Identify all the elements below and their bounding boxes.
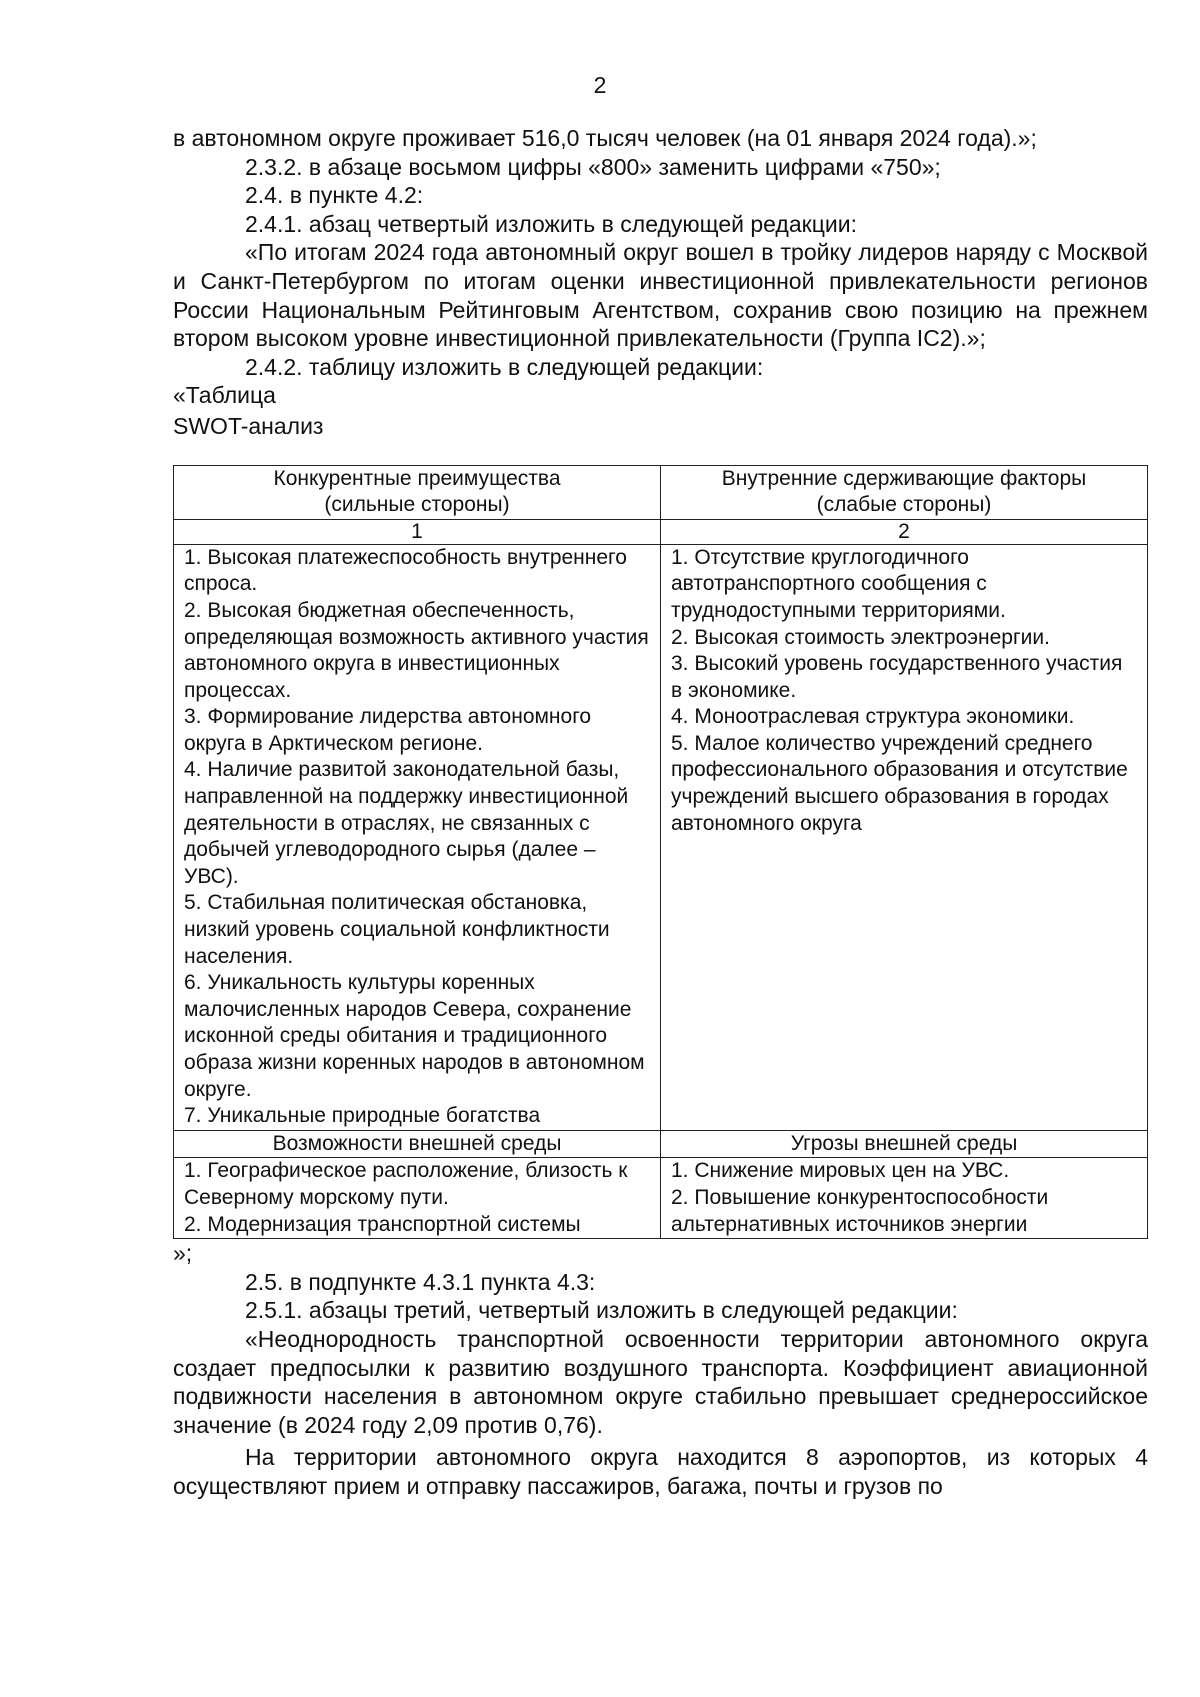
column-number-row [174, 519, 1148, 544]
threats-cell [661, 1158, 1148, 1239]
table-caption: «Таблица [173, 382, 276, 409]
paragraph-2-4-1: 2.4.1. абзац четвертый изложить в следующей редакции: [245, 210, 857, 237]
list-item: 5. Стабильная политическая обстановка, низкий уровень социальной конфликтности населения. [184, 891, 610, 968]
document-body [173, 124, 1148, 1501]
list-item: 1. Высокая платежеспособность внутреннего спроса. [184, 545, 627, 596]
list-item: 2. Высокая стоимость электроэнергии. [671, 625, 1050, 649]
page-number: 2 [593, 72, 607, 98]
opportunities-threats-row [174, 1158, 1148, 1239]
list-item: 7. Уникальные природные богатства [184, 1104, 541, 1128]
paragraph-2-5: 2.5. в подпункте 4.3.1 пункта 4.3: [245, 1268, 596, 1295]
paragraph-quote-rating: «По итогам 2024 года автономный округ вошел в тройку лидеров наряду с Москвой и Санкт-Петербургом по итогам оценки инвестиционной привлекательности регионов России Национальным Рейтинговым Агентством, сохранив свою позицию на прежнем втором высоком уровне инвестиционной привлекательности (Группа IC2).»; [173, 239, 1148, 352]
list-item: 2. Модернизация транспортной системы [184, 1212, 581, 1236]
header-threats: Угрозы внешней среды [661, 1130, 1148, 1158]
external-header-row [174, 1130, 1148, 1158]
strengths-weaknesses-row [174, 544, 1148, 1130]
paragraph-airports: На территории автономного округа находится 8 аэропортов, из которых 4 осуществляют прием и отправку пассажиров, багажа, почты и грузов по [173, 1444, 1148, 1499]
paragraph-continuation: в автономном округе проживает 516,0 тысяч человек (на 01 января 2024 года).»; [173, 125, 1037, 151]
table-title: SWOT-анализ [173, 412, 324, 439]
list-item: 2. Высокая бюджетная обеспеченность, определяющая возможность активного участия автономного округа в инвестиционных процессах. [184, 598, 649, 702]
paragraph-quote-aviation: «Неоднородность транспортной освоенности территории автономного округа создает предпосылки к развитию воздушного транспорта. Коэффициент авиационной подвижности населения в автономном округе стабильно превышает среднероссийское значение (в 2024 году 2,09 против 0,76). [173, 1325, 1148, 1438]
table-header-row [174, 465, 1148, 519]
paragraph-2-4-2: 2.4.2. таблицу изложить в следующей редакции: [245, 353, 764, 380]
paragraph-2-5-1: 2.5.1. абзацы третий, четвертый изложить в следующей редакции: [245, 1297, 958, 1324]
table-close-quote: »; [173, 1240, 193, 1267]
swot-table [173, 465, 1148, 1240]
list-item: 3. Высокий уровень государственного участия в экономике. [671, 652, 1123, 702]
list-item: 1. Географическое расположение, близость к Северному морскому пути. [184, 1159, 628, 1209]
column-number-1: 1 [174, 519, 661, 544]
header-weaknesses: Внутренние сдерживающие факторы (слабые стороны) [661, 465, 1148, 519]
list-item: 1. Отсутствие круглогодичного автотранспортного сообщения с труднодоступными территориями. [671, 545, 1006, 622]
list-item: 3. Формирование лидерства автономного округа в Арктическом регионе. [184, 705, 592, 755]
list-item: 5. Малое количество учреждений среднего профессионального образования и отсутствие учреждений высшего образования в городах автономного округа [671, 731, 1128, 835]
column-number-2: 2 [661, 519, 1148, 544]
list-item: 2. Повышение конкурентоспособности альтернативных источников энергии [671, 1185, 1049, 1236]
strengths-cell [174, 544, 661, 1130]
paragraph-2-3-2: 2.3.2. в абзаце восьмом цифры «800» заменить цифрами «750»; [245, 153, 941, 180]
weaknesses-cell [661, 544, 1148, 1130]
list-item: 6. Уникальность культуры коренных малочисленных народов Севера, сохранение исконной среды обитания и традиционного образа жизни коренных народов в автономном округе. [184, 971, 645, 1101]
header-opportunities: Возможности внешней среды [174, 1130, 661, 1158]
paragraph-2-4: 2.4. в пункте 4.2: [245, 182, 424, 209]
list-item: 1. Снижение мировых цен на УВС. [671, 1159, 1010, 1183]
opportunities-cell [174, 1158, 661, 1239]
header-strengths: Конкурентные преимущества (сильные стороны) [174, 465, 661, 519]
list-item: 4. Наличие развитой законодательной базы, направленной на поддержку инвестиционной деятельности в отраслях, не связанных с добычей углеводородного сырья (далее – УВС). [184, 758, 629, 888]
list-item: 4. Моноотраслевая структура экономики. [671, 705, 1075, 729]
